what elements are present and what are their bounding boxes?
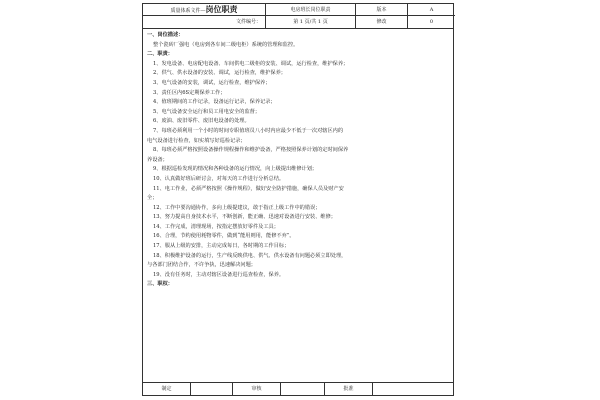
duty-line: 8、每班必须严格按照设备操作规程操作和维护设备，严格按照保养计划的定时间保养 xyxy=(153,147,349,154)
document-type-cell xyxy=(143,4,266,16)
duty-line: 2、供气、供水设备的安装、调试，运行检查，维护保养； xyxy=(153,70,286,77)
page-info: 第 1 页/共 1 页 xyxy=(266,16,356,28)
duty-line: 14、工作完成，清理现场，按指定摆放好零件及工具； xyxy=(153,223,279,230)
document-type: 岗位职责 xyxy=(205,5,238,14)
approved-label: 批准 xyxy=(325,383,373,395)
job-description-document xyxy=(142,3,454,396)
reviewed-label: 审核 xyxy=(233,383,281,395)
file-number-label: 文件编号： xyxy=(143,16,266,28)
reviewed-value[interactable] xyxy=(281,383,325,395)
duty-line: 18、积极维护设备的运行，生产线反映供电、供气、供水设备有问题必须立即处理， xyxy=(153,252,347,259)
duty-line: 5、电气设备安全运行和员工用电安全的监督； xyxy=(153,108,261,115)
description-line: 整个瓷砖厂强电（电房到各车间二级电柜）系统的管理和监控。 xyxy=(153,41,299,48)
section-title-authority: 三、职权： xyxy=(147,281,173,288)
duty-line: 电气设备进行检查，如实填写好巡检记录； xyxy=(147,137,246,144)
drafted-value[interactable] xyxy=(191,383,233,395)
duty-line: 3、责任区内6S定期保养工作； xyxy=(153,89,226,96)
duty-line: 10、认真做好班后研讨会，对每天的工作进行分析总结。 xyxy=(153,175,285,182)
duty-line: 9、根据巡检发现的情况和各种设备的运行情况，向上级提出维修计划； xyxy=(153,166,318,173)
version-value: A xyxy=(408,4,455,16)
duty-line: 7、每班必须利用一个小时的时间专职值班员八小时内应最少不低于一次对辖区内的 xyxy=(153,127,344,134)
duty-line: 养设备； xyxy=(147,156,168,163)
duty-line: 全； xyxy=(147,195,158,202)
duty-line: 3、电气设备的安装，调试，运行检查，维护保养； xyxy=(153,79,271,86)
document-header-table xyxy=(143,4,453,29)
duty-line: 16、合理，节约使用耗物零件，做到“能用则用，能修不弃”。 xyxy=(153,233,295,240)
duty-line: 1、发电设备、电房配电设备、车间供电二级柜的安装、调试，运行检查，维护保养； xyxy=(153,60,349,67)
duties-list xyxy=(147,60,449,281)
drafted-label: 制定 xyxy=(143,383,191,395)
duty-line: 13、努力提高自身技术水平，不断创新，能正确、迅速对设备进行安装、维修； xyxy=(153,214,336,221)
revision-value: 0 xyxy=(429,19,434,25)
section-title-description: 一、岗位描述： xyxy=(147,32,184,38)
system-label: 质量体系文件— xyxy=(170,8,206,14)
approval-footer xyxy=(143,382,453,395)
duty-line: 4、值班期间的工作记录，设备运行记录，保养记录； xyxy=(153,99,276,106)
revision-label: 修改 xyxy=(356,16,408,28)
approved-value[interactable] xyxy=(373,383,455,395)
duty-line: 19、没有任务时，主动对辖区设备进行巡查检查，保养。 xyxy=(153,271,285,278)
duty-line: 6、废油、废旧零件、废旧电设备的处理。 xyxy=(153,118,250,125)
duty-line: 11、电工作业，必须严格按照《操作规程》，做好安全防护措施，确保人员及财产安 xyxy=(153,185,344,192)
version-label: 版本 xyxy=(356,4,408,16)
duty-line: 与各部门团结合作，不许争执，迅速解决问题； xyxy=(147,262,256,269)
section-title-duties: 二、职责： xyxy=(147,51,173,58)
duty-line: 17、服从上级的安排，主动完成每日，各时期的工作目标； xyxy=(153,243,290,250)
document-body xyxy=(143,29,453,290)
duty-line: 12、工作中要沟通协作，多向上级提建议，敢于指正上级工作中的错误； xyxy=(153,204,321,211)
document-title: 电房班长岗位职责 xyxy=(266,4,356,16)
